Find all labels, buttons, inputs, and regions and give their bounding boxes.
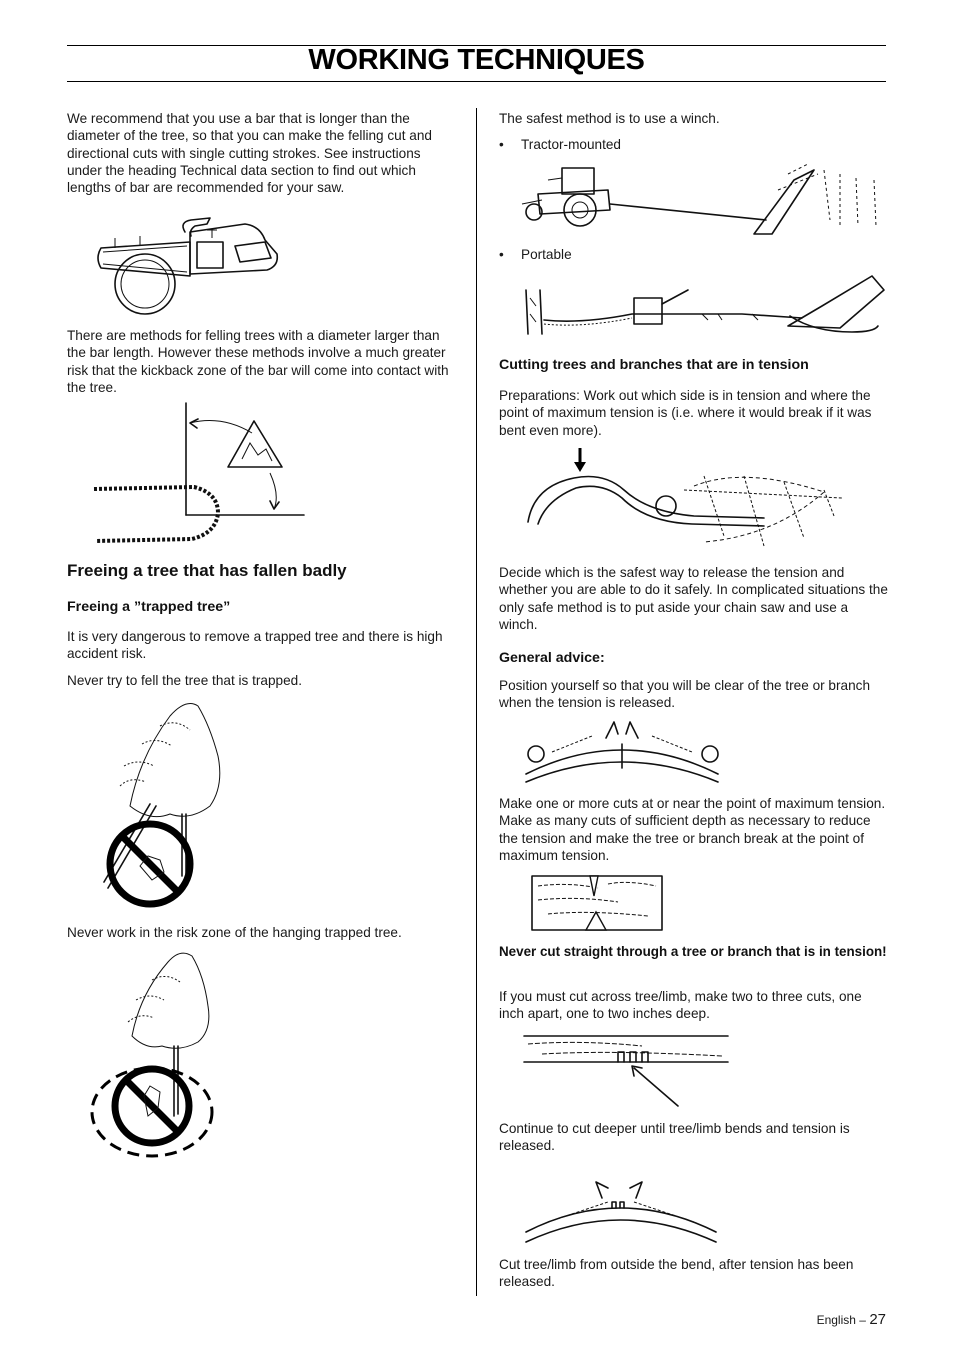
right-paragraph-cut-outside: Cut tree/limb from outside the bend, after tension has been released. [499,1257,854,1290]
tension-branch-illustration [524,446,842,556]
bullet-portable: • Portable [499,247,572,262]
left-paragraph-never-fell: Never try to fell the tree that is trapped. [67,673,302,688]
chainsaw-bar-illustration [95,202,280,317]
column-divider [476,108,477,1296]
right-paragraph-make-cuts: Make one or more cuts at or near the point of maximum tension. Make as many cuts of sufficient depth as necessary to reduce the tension and make the tree or branch break at the point of maximum tension. [499,796,886,863]
page-number: 27 [869,1311,886,1328]
page-footer [817,1311,886,1328]
left-paragraph-felling-methods: There are methods for felling trees with a diameter larger than the bar length. However these methods involve a much greater risk that the kickback zone of the bar will come into contact with the tree. [67,328,449,395]
cuts-at-max-tension-illustration [528,870,666,934]
right-paragraph-preparations: Preparations: Work out which side is in tension and where the point of maximum tension is (i.e. where it would break if it was bent even more). [499,388,872,438]
heading-general-advice: General advice: [499,650,605,666]
right-paragraph-cut-deeper: Continue to cut deeper until tree/limb bends and tension is released. [499,1121,850,1154]
header-rule-bottom [67,81,886,82]
risk-zone-prohibited-illustration [88,946,223,1161]
three-cuts-illustration [522,1030,730,1108]
heading-cutting-in-tension: Cutting trees and branches that are in tension [499,357,809,373]
kickback-zone-illustration [92,403,307,548]
trapped-tree-prohibited-illustration [90,696,230,911]
position-clear-illustration [522,716,722,784]
footer-language: English [816,1313,856,1327]
bullet-tractor-mounted: • Tractor-mounted [499,137,621,152]
left-paragraph-bar-length: We recommend that you use a bar that is longer than the diameter of the tree, so that you can make the felling cut and directional cuts with single cutting strokes. See instructions under the heading Technical data section to find out which lengths of bar are recommended for your saw. [67,111,432,196]
left-paragraph-danger: It is very dangerous to remove a trapped tree and there is high accident risk. [67,629,443,662]
right-paragraph-position: Position yourself so that you will be clear of the tree or branch when the tension is released. [499,678,871,711]
warning-never-cut-through: Never cut straight through a tree or branch that is in tension! [499,944,887,959]
right-paragraph-two-three-cuts: If you must cut across tree/limb, make two to three cuts, one inch apart, one to two inches deep. [499,989,862,1022]
bullet-tractor-label: Tractor-mounted [521,137,621,152]
right-paragraph-winch: The safest method is to use a winch. [499,111,720,126]
bend-release-illustration [524,1176,718,1244]
page-title: WORKING TECHNIQUES [308,44,645,76]
left-paragraph-risk-zone: Never work in the risk zone of the hanging trapped tree. [67,925,402,940]
subsection-title-trapped-tree: Freeing a ”trapped tree” [67,599,231,615]
tractor-winch-illustration [518,160,886,235]
footer-separator: – [859,1313,866,1327]
right-paragraph-decide: Decide which is the safest way to release the tension and whether you are able to do it safely. In complicated situations the only safe method is to put aside your chain saw and use a winch. [499,565,888,632]
portable-winch-illustration [522,270,884,335]
bullet-portable-label: Portable [521,247,572,262]
section-title-freeing-tree: Freeing a tree that has fallen badly [67,561,347,580]
